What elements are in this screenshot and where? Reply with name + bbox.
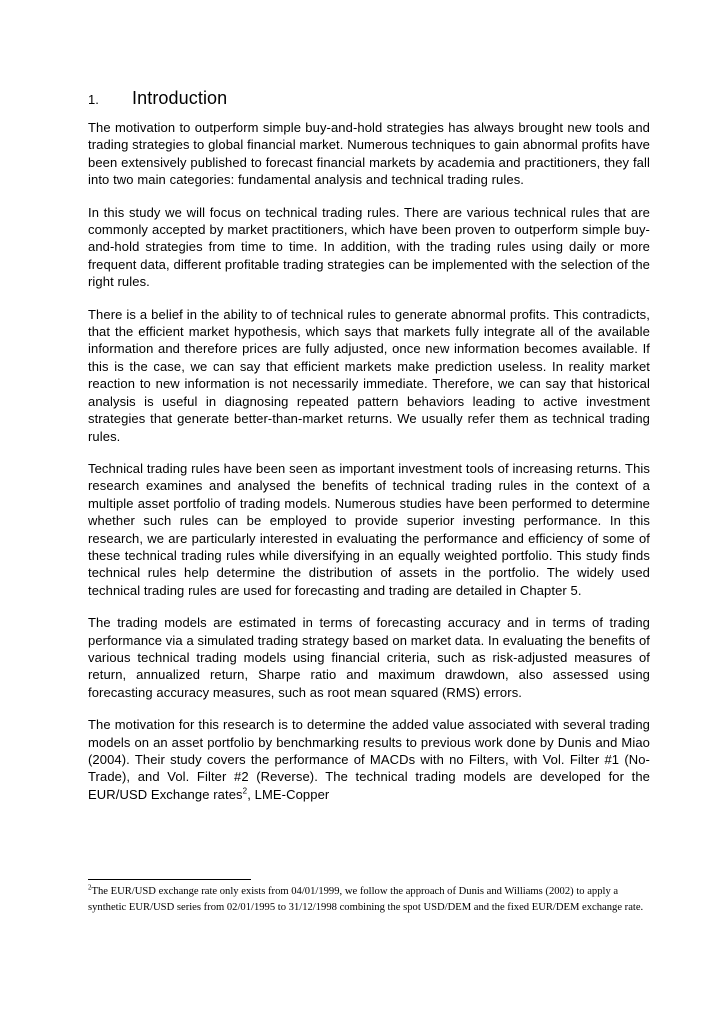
- footnote-marker: 2: [88, 883, 92, 892]
- paragraph-trading-rules: Technical trading rules have been seen as important investment tools of increasing returns. This research examines and analysed the benefits of technical trading rules in the context of a multiple asset portfolio of trading models. Numerous studies have been performed to determine whether such rules can be employed to provide superior investing performance. In this research, we are particularly interested in evaluating the performance and efficiency of some of these technical trading rules while diversifying in an equally weighted portfolio. This study finds technical rules help determine the distribution of assets in the portfolio. The widely used technical trading rules are used for forecasting and trading are detailed in Chapter 5.: [88, 460, 650, 598]
- paragraph-motivation: The motivation to outperform simple buy-and-hold strategies has always brought new tools and trading strategies to global financial market. Numerous techniques to gain abnormal profits have been extensively published to forecast financial markets by academia and practitioners, they fall into two main categories: fundamental analysis and technical trading rules.: [88, 120, 650, 188]
- paragraph-trading-models: The trading models are estimated in terms of forecasting accuracy and in terms of trading performance via a simulated trading strategy based on market data. In evaluating the benefits of various technical trading models using financial criteria, such as risk-adjusted measures of return, annualized return, Sharpe ratio and maximum drawdown, also assessed using forecasting accuracy measures, such as root mean squared (RMS) errors.: [88, 615, 650, 700]
- paragraph-research-motivation: [88, 716, 650, 803]
- section-number: 1.: [88, 92, 99, 107]
- footnote: [88, 884, 650, 917]
- paragraph-research-motivation-end: , LME-Copper: [247, 786, 330, 802]
- section-heading: [88, 88, 650, 109]
- footnote-text: The EUR/USD exchange rate only exists from 04/01/1999, we follow the approach of Dunis and Williams (2002) to apply a synthetic EUR/USD series from 02/01/1995 to 31/12/1998 combining the spot USD/DEM and the fixed EUR/DEM exchange rate.: [88, 886, 644, 914]
- page-body: [88, 88, 650, 818]
- paragraph-research-motivation-text: The motivation for this research is to determine the added value associated with several trading models on an asset portfolio by benchmarking results to previous work done by Dunis and Miao (2004). Their study covers the performance of MACDs with no Filters, with Vol. Filter #1 (No-Trade), and Vol. Filter #2 (Reverse). The technical trading models are developed for the EUR/USD Exchange rates: [88, 717, 650, 802]
- section-title: Introduction: [132, 88, 228, 108]
- footnote-reference: 2: [242, 786, 248, 796]
- paragraph-efficient-markets: There is a belief in the ability to of technical rules to generate abnormal profits. This contradicts, that the efficient market hypothesis, which says that markets fully integrate all of the available information and therefore prices are fully adjusted, once new information becomes available. If this is the case, we can say that efficient markets make prediction useless. In reality market reaction to new information is not necessarily immediate. Therefore, we can say that historical analysis is useful in diagnosing repeated pattern behaviors leading to active investment strategies that generate better-than-market returns. We usually refer them as technical trading rules.: [88, 306, 650, 444]
- footnote-divider: [88, 879, 251, 880]
- paragraph-study-focus: In this study we will focus on technical trading rules. There are various technical rules that are commonly accepted by market practitioners, which have been proven to outperform simple buy-and-hold strategies from time to time. In addition, with the trading rules using daily or more frequent data, different profitable trading strategies can be implemented with the selection of the right rules.: [88, 204, 650, 290]
